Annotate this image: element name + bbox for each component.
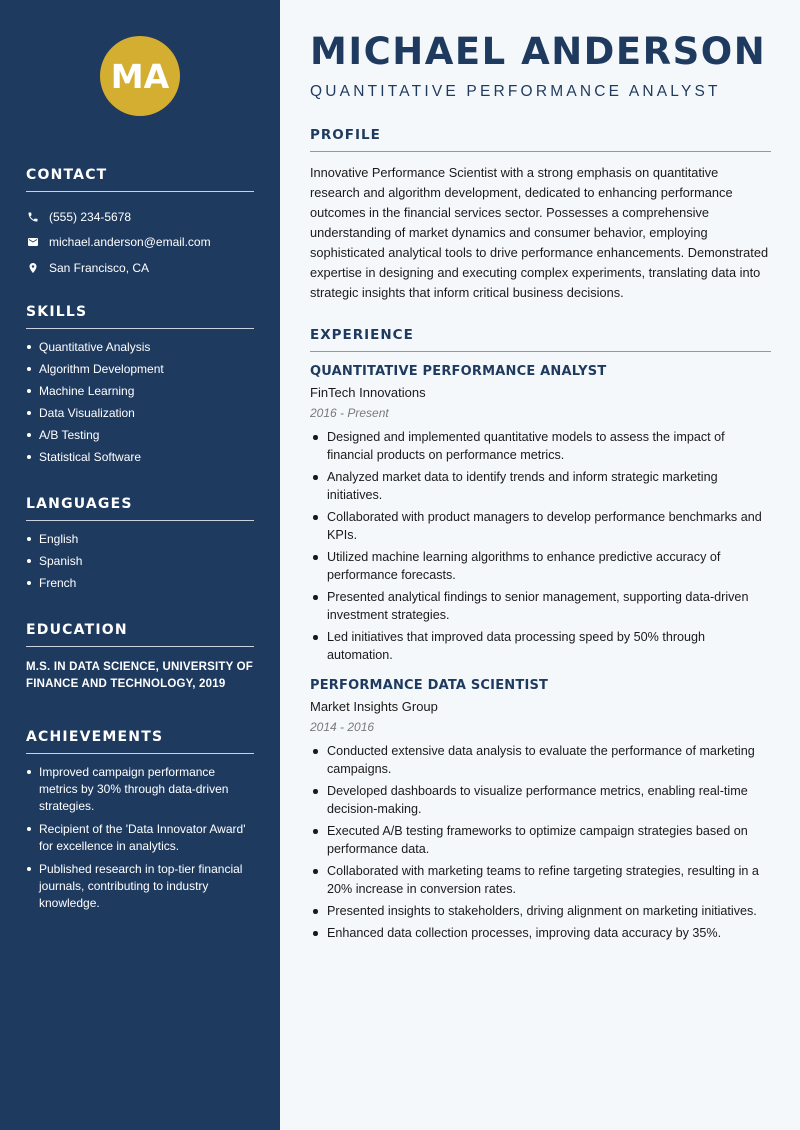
achievements-heading: ACHIEVEMENTS (26, 729, 254, 754)
job-bullet: Presented insights to stakeholders, driving alignment on marketing initiatives. (310, 902, 771, 920)
job-bullet: Utilized machine learning algorithms to enhance predictive accuracy of performance forecasts. (310, 548, 771, 584)
skills-list (26, 339, 254, 465)
job-bullet: Collaborated with marketing teams to refine targeting strategies, resulting in a 20% increase in conversion rates. (310, 862, 771, 898)
candidate-name: MICHAEL ANDERSON (310, 30, 767, 73)
avatar-initials: MA (110, 56, 170, 96)
languages-list (26, 531, 254, 591)
profile-heading: PROFILE (310, 127, 771, 152)
job-title: QUANTITATIVE PERFORMANCE ANALYST (310, 364, 607, 379)
language-item: English (26, 531, 254, 547)
job-bullet: Designed and implemented quantitative models to assess the impact of financial products on performance metrics. (310, 428, 771, 464)
achievement-item: Recipient of the 'Data Innovator Award' for excellence in analytics. (26, 821, 254, 855)
job-bullet: Presented analytical findings to senior management, supporting data-driven investment strategies. (310, 588, 771, 624)
job-bullet: Led initiatives that improved data processing speed by 50% through automation. (310, 628, 771, 664)
languages-heading: LANGUAGES (26, 496, 254, 521)
skill-item: A/B Testing (26, 427, 254, 443)
language-item: French (26, 575, 254, 591)
candidate-title: QUANTITATIVE PERFORMANCE ANALYST (310, 83, 721, 100)
achievements-section (26, 729, 254, 918)
job-bullet: Executed A/B testing frameworks to optimize campaign strategies based on performance data. (310, 822, 771, 858)
contact-list (26, 204, 254, 281)
achievement-item: Improved campaign performance metrics by 30% through data-driven strategies. (26, 764, 254, 815)
location-pin-icon (26, 261, 40, 275)
language-item: Spanish (26, 553, 254, 569)
skill-item: Algorithm Development (26, 361, 254, 377)
skill-item: Machine Learning (26, 383, 254, 399)
job-bullet: Enhanced data collection processes, improving data accuracy by 35%. (310, 924, 771, 942)
skills-section (26, 304, 254, 471)
skill-item: Quantitative Analysis (26, 339, 254, 355)
job-company: Market Insights Group (310, 699, 438, 714)
skill-item: Statistical Software (26, 449, 254, 465)
contact-email-text: michael.anderson@email.com (49, 235, 211, 250)
contact-phone-text: (555) 234-5678 (49, 209, 132, 224)
contact-heading: CONTACT (26, 167, 254, 192)
achievement-item: Published research in top-tier financial journals, contributing to industry knowledge. (26, 861, 254, 912)
contact-location (26, 255, 254, 281)
job-bullet: Collaborated with product managers to develop performance benchmarks and KPIs. (310, 508, 771, 544)
job-entry (310, 678, 771, 942)
achievements-list (26, 764, 254, 912)
contact-phone (26, 204, 254, 230)
email-icon (26, 235, 40, 249)
contact-location-text: San Francisco, CA (49, 260, 150, 275)
languages-section (26, 496, 254, 597)
job-company: FinTech Innovations (310, 385, 426, 400)
job-bullet: Developed dashboards to visualize performance metrics, enabling real-time decision-making. (310, 782, 771, 818)
education-heading: EDUCATION (26, 622, 254, 647)
phone-icon (26, 210, 40, 224)
skill-item: Data Visualization (26, 405, 254, 421)
profile-section (310, 127, 771, 303)
experience-heading: EXPERIENCE (310, 327, 771, 352)
job-bullets (310, 428, 771, 664)
education-section (26, 622, 254, 693)
job-dates: 2014 - 2016 (310, 720, 375, 734)
job-bullets (310, 742, 771, 942)
avatar (100, 36, 180, 116)
skills-heading: SKILLS (26, 304, 254, 329)
contact-section (26, 167, 254, 281)
job-entry (310, 364, 771, 664)
experience-section (310, 327, 771, 946)
profile-text: Innovative Performance Scientist with a strong emphasis on quantitative research and algorithm development, dedicated to enhancing performance outcomes in the financial services sector. Possesses a comprehensive understanding of market dynamics and consumer behavior, employing sophisticated analytical tools to drive performance enhancements. Demonstrated expertise in designing and executing complex experiments, translating data into strategic insights that inform critical business decisions. (310, 165, 769, 300)
contact-email (26, 230, 254, 256)
main-content (280, 0, 800, 1130)
job-bullet: Analyzed market data to identify trends and inform strategic marketing initiatives. (310, 468, 771, 504)
education-degree: M.S. IN DATA SCIENCE, UNIVERSITY OF FINANCE AND TECHNOLOGY, 2019 (26, 661, 254, 690)
job-title: PERFORMANCE DATA SCIENTIST (310, 678, 549, 693)
sidebar (0, 0, 280, 1130)
job-dates: 2016 - Present (310, 406, 389, 420)
job-bullet: Conducted extensive data analysis to evaluate the performance of marketing campaigns. (310, 742, 771, 778)
